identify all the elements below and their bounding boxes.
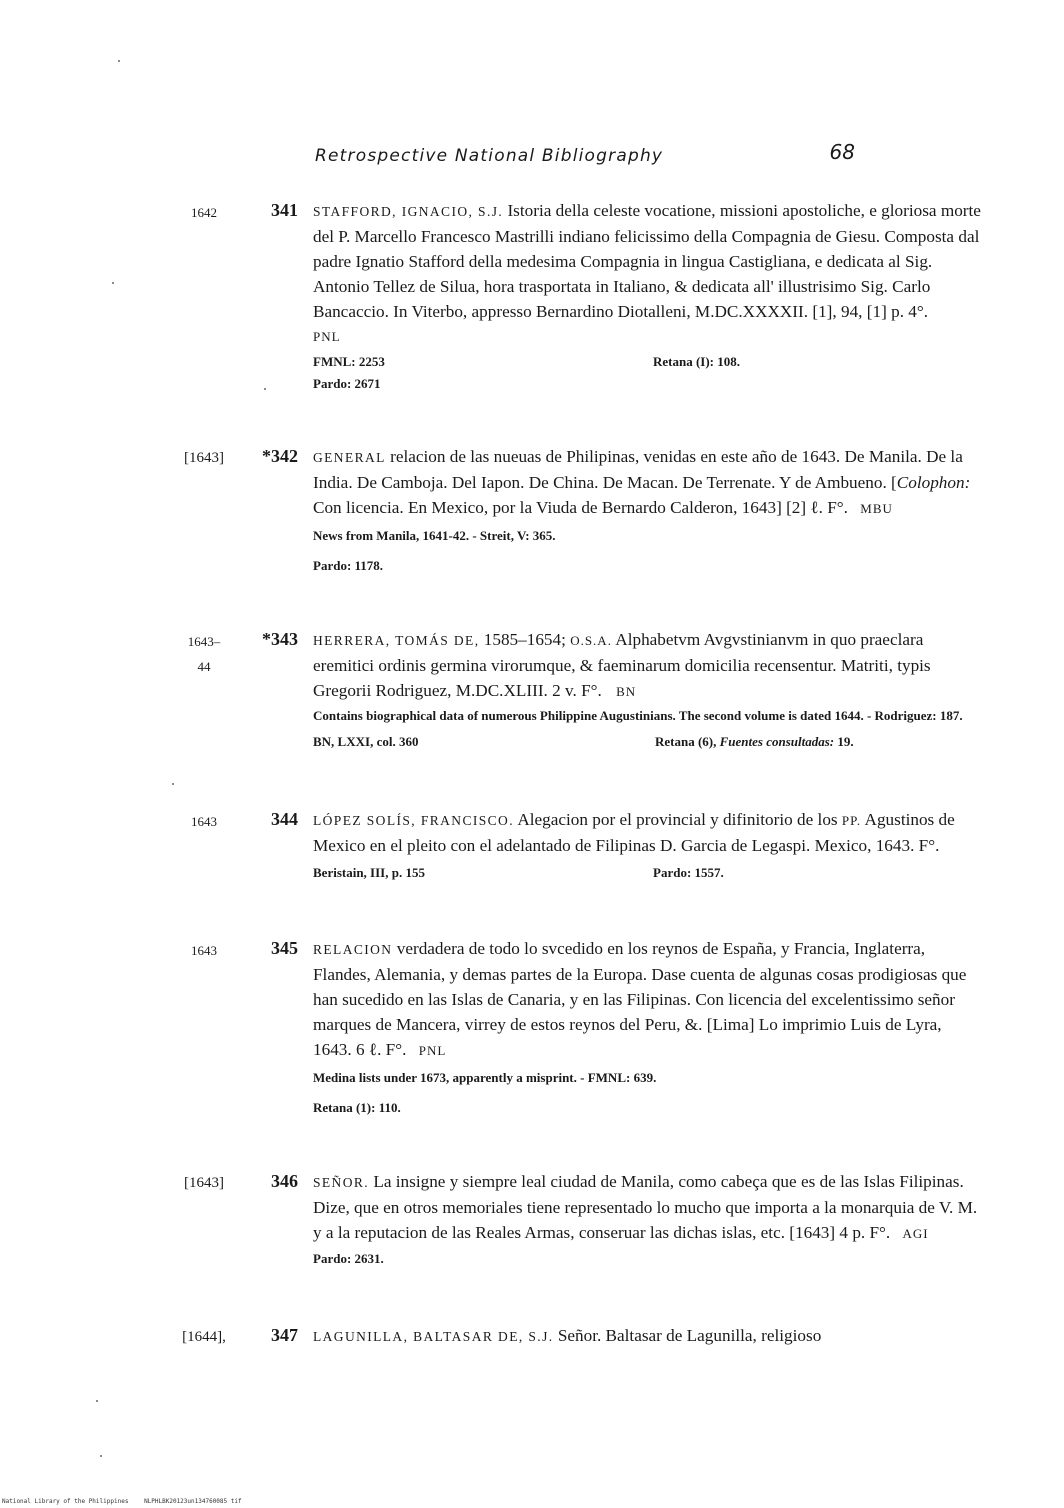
entry-number: 341 <box>271 200 298 220</box>
entry-number: 345 <box>271 938 298 958</box>
note: Pardo: 1178. <box>313 558 384 573</box>
entry-year-end: 44 <box>197 659 211 674</box>
page-number: 68 <box>829 140 855 164</box>
reference: Pardo: 1557. <box>653 865 724 880</box>
entry-notes <box>313 1248 981 1270</box>
entry-year <box>170 629 238 679</box>
reference: Pardo: 2671 <box>313 376 381 391</box>
entry-number: 347 <box>271 1325 298 1345</box>
reference: FMNL: 2253 <box>313 354 385 369</box>
entry-body <box>313 444 981 577</box>
entry-location: MBU <box>860 501 893 516</box>
entry-location: BN <box>616 684 637 699</box>
entry-notes <box>313 525 981 577</box>
entry-body <box>313 198 981 395</box>
entry-body <box>313 1323 981 1349</box>
note: Medina lists under 1673, apparently a misprint. - FMNL: 639. <box>313 1070 657 1085</box>
entry-number: *342 <box>262 446 298 466</box>
entry-text: verdadera de todo lo svcedido en los reynos de España, y Francia, Inglaterra, Flandes, Alemania, y demas partes de la Europa. Dase cuenta de algunas cosas prodigiosas que han sucedido en las Islas de Canaria, y en las Filipinas. Con licencia del excelentissimo señor marques de Mancera, virrey de estos reynos del Peru, &. [Lima] Lo imprimio Luis de Lyra, 1643. 6 ℓ. F°. <box>313 939 967 1059</box>
reference: Retana (I): 108. <box>653 354 741 369</box>
entry-text: Istoria della celeste vocatione, missioni apostoliche, e gloriosa morte del P. Marcello Francesco Mastrilli indiano felicissimo della Compagnia de Giesu. Composta dal padre Ignatio Stafford della medesima Compagnia in lingua Castigliana, e dedicata al Sig. Antonio Tellez de Silua, hora trasportata in Italiano, & dedicata all' illustrisimo Sig. Carlo Bancaccio. In Viterbo, appresso Bernardino Diotalleni, M.DC.XXXXII. [1], 94, [1] p. 4°. <box>313 201 981 321</box>
entry-dates: 1585–1654; <box>479 630 571 649</box>
note: News from Manila, 1641-42. - Streit, V: 365. <box>313 528 556 543</box>
entry-number: 344 <box>271 809 298 829</box>
entry-order: O.S.A. <box>570 633 612 648</box>
reference: Beristain, III, p. 155 <box>313 865 425 880</box>
entry-author: LÓPEZ SOLÍS, FRANCISCO. <box>313 813 514 828</box>
entry-location: PNL <box>313 329 341 344</box>
scan-speck <box>100 1455 102 1457</box>
entry-body <box>313 936 981 1119</box>
entry-location: AGI <box>902 1226 929 1241</box>
entry-text: relacion de las nueuas de Philipinas, venidas en este año de 1643. De Manila. De la India. De Camboja. Del Iapon. De China. De Macan. De Terrenate. Y de Ambueno. [ <box>313 447 963 492</box>
entry-author: SEÑOR. <box>313 1175 370 1190</box>
entry-text: Agustinos de Mexico en el pleito con el adelantado de Filipinas D. Garcia de Legaspi. Mexico, 1643. F°. <box>313 810 955 855</box>
note: Pardo: 2631. <box>313 1251 384 1266</box>
scan-speck <box>112 282 114 284</box>
scan-footer <box>2 1498 254 1505</box>
entry-author: RELACION <box>313 942 393 957</box>
entry-author: STAFFORD, IGNACIO, S.J. <box>313 204 504 219</box>
entry-text: Con licencia. En Mexico, por la Viuda de Bernardo Calderon, 1643] [2] ℓ. F°. <box>313 498 848 517</box>
colophon-label: Colophon: <box>896 473 971 492</box>
footer-library: National Library of the Philippines <box>2 1498 129 1505</box>
scan-speck <box>118 60 120 62</box>
scan-speck <box>264 388 266 390</box>
entry-references <box>313 351 981 395</box>
entry-number: 346 <box>271 1171 298 1191</box>
note: Retana (1): 110. <box>313 1100 401 1115</box>
entry-year: 1643 <box>191 814 217 829</box>
entry-author: GENERAL <box>313 450 386 465</box>
entry-year: [1644], <box>182 1329 226 1345</box>
entry-year: [1643] <box>184 450 224 466</box>
note: Contains biographical data of numerous Philippine Augustinians. The second volume is dated 1644. - Rodriguez: 187. <box>313 708 963 723</box>
entry-notes <box>313 1067 981 1119</box>
entry-author: HERRERA, TOMÁS DE, <box>313 633 480 648</box>
entry-year: 1643 <box>191 943 217 958</box>
running-header <box>315 140 855 170</box>
entry-year: 1642 <box>191 205 217 220</box>
entry-number: *343 <box>262 629 298 649</box>
entry-year-start: 1643– <box>187 634 221 649</box>
entry-references <box>313 862 981 884</box>
scan-speck <box>172 783 174 785</box>
entry-text: Alphabetvm Avgvstinianvm in quo praeclara eremitici ordinis germina virorumque, & faeminarum domicilia recensentur. Matriti, typis Gregorii Rodriguez, M.DC.XLIII. 2 v. F°. <box>313 630 931 700</box>
entry-text: Señor. Baltasar de Lagunilla, religioso <box>553 1326 822 1345</box>
entry-body <box>313 807 981 884</box>
entry-location: PNL <box>418 1043 447 1058</box>
footer-file-id: NLPHLBK20123un134760085 tif <box>144 1498 242 1505</box>
entry-year: [1643] <box>184 1175 224 1191</box>
reference: Retana (6), Fuentes consultadas: 19. <box>655 734 854 749</box>
reference: BN, LXXI, col. 360 <box>313 734 419 749</box>
entry-abbrev: PP. <box>841 813 862 828</box>
header-title: Retrospective National Bibliography <box>315 146 664 166</box>
entry-text: La insigne y siempre leal ciudad de Manila, como cabeça que es de las Islas Filipinas. Dize, que en otros memoriales tiene representado lo mucho que importa a la monarquia de V. M. y a la reputacion de las Reales Armas, conseruar las dichas islas, etc. [1643] 4 p. F°. <box>313 1172 978 1242</box>
entry-body <box>313 1169 981 1270</box>
entry-body <box>313 627 981 754</box>
entry-notes <box>313 706 981 754</box>
entry-author: LAGUNILLA, BALTASAR DE, S.J. <box>313 1329 554 1344</box>
entry-text: Alegacion por el provincial y difinitorio de los <box>513 810 842 829</box>
scan-speck <box>96 1400 98 1402</box>
